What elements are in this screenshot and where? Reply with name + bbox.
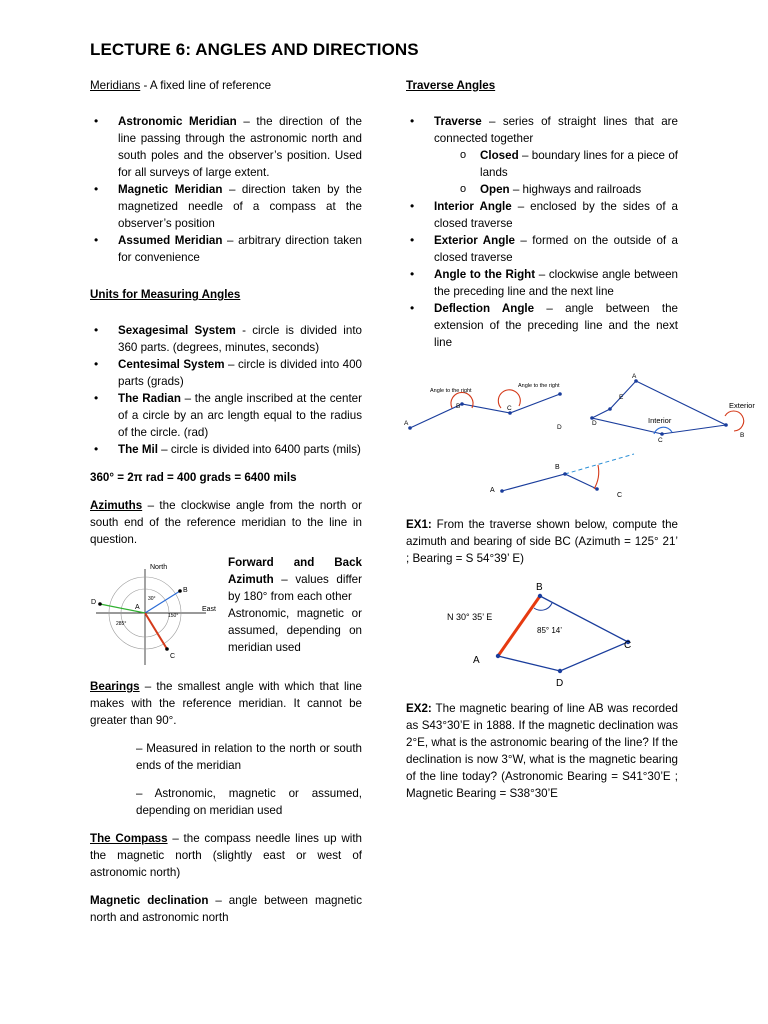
list-item [406, 266, 678, 300]
item-text: – the angle inscribed at the center of a circle by an arc length equal to the radius of the circle. (rad) [118, 392, 362, 439]
sub-text: – highways and railroads [509, 183, 642, 196]
deflection-extension [565, 454, 634, 474]
open-d-label: D [557, 424, 562, 431]
ex1-c-label: C [624, 640, 632, 651]
ex1-b-label: B [536, 582, 543, 593]
closed-d-label: D [592, 420, 597, 427]
ex1-traverse [498, 596, 628, 671]
item-text: – series of straight lines that are connected together [434, 115, 678, 145]
item-term: Centesimal System [118, 358, 225, 371]
sub-item [434, 181, 678, 198]
azimuth-meridian-note: Astronomic, magnetic or assumed, depending on meridian used [228, 607, 362, 654]
point-b-label: B [183, 587, 188, 594]
item-text: – arbitrary direction taken for convenience [118, 234, 362, 264]
meridians-definition: - A fixed line of reference [140, 79, 272, 92]
ex1-side-ab [498, 596, 540, 656]
closed-a-label: A [632, 373, 637, 380]
ex1-paragraph [406, 516, 678, 567]
ex1-d-label: D [556, 678, 564, 689]
compass-heading: The Compass [90, 832, 168, 845]
compass-text: – the compass needle lines up with the magnetic north (slightly east or west of astronomic north) [90, 832, 362, 879]
list-item [406, 113, 678, 198]
item-text: – angle between the extension of the preceding line and the next line [434, 302, 678, 349]
item-text: – formed on the outside of a closed traverse [434, 234, 678, 264]
deflection-arc [594, 465, 599, 489]
angle-150-label: 150° [168, 613, 179, 619]
sub-text: – boundary lines for a piece of lands [480, 149, 678, 179]
traverse-list [406, 113, 678, 351]
exterior-label: Exterior [729, 401, 755, 410]
traverse-sublist [434, 147, 678, 198]
ex1-text: From the traverse shown below, compute the azimuth and bearing of side BC (Azimuth = 125° 21’ ; Bearing = S 54°39’ E) [406, 518, 678, 565]
traverse-heading: Traverse Angles [406, 79, 496, 92]
item-text: – direction taken by the magnetized needle of a compass at the observer’s position [118, 183, 362, 230]
declination-term: Magnetic declination [90, 894, 209, 907]
deflection-line [502, 474, 597, 491]
list-item [90, 390, 362, 441]
declination-text: – angle between magnetic north and astronomic north [90, 894, 362, 924]
ex1-figure [440, 578, 680, 690]
east-label: East [202, 606, 217, 613]
declination-paragraph [90, 892, 362, 926]
angle-right-label-1: Angle to the right [430, 388, 472, 394]
ex1-bearing-label: N 30° 35’ E [447, 612, 493, 622]
ex2-text: The magnetic bearing of line AB was recorded as S43°30’E in 1888. If the magnetic declination was 2°E, what is the astronomic bearing of the line? If the declination is now 3°W, what is the magnetic bearing of the line today? (Astronomic Bearing = S41°30’E ; Magnetic Bearing = S38°30’E [406, 702, 678, 800]
ex1-angle-arc [534, 603, 552, 610]
ex2-paragraph [406, 700, 678, 802]
angle-285-label: 285° [116, 621, 127, 627]
ex2-label: EX2: [406, 702, 432, 715]
item-term: The Radian [118, 392, 181, 405]
item-term: Angle to the Right [434, 268, 536, 281]
units-heading: Units for Measuring Angles [90, 288, 241, 301]
azimuths-paragraph [90, 497, 362, 548]
list-item [90, 356, 362, 390]
item-term: Interior Angle [434, 200, 512, 213]
list-item [406, 232, 678, 266]
item-term: Assumed Meridian [118, 234, 223, 247]
meridians-heading: Meridians [90, 79, 141, 92]
bearings-heading: Bearings [90, 680, 140, 693]
point-c-label: C [170, 653, 176, 660]
item-text: – enclosed by the sides of a closed traverse [434, 200, 678, 230]
point-d-label: D [91, 599, 97, 606]
closed-traverse-polygon [592, 381, 726, 434]
open-traverse-line [410, 394, 560, 428]
closed-c-label: C [658, 437, 663, 444]
north-label: North [150, 564, 168, 571]
item-text: – the direction of the line passing through the astronomic north and south poles and the observer’s position. Used for all surveys of large extent. [118, 115, 363, 179]
azimuth-side-text [228, 554, 362, 656]
open-c-label: C [507, 405, 512, 412]
item-term: Deflection Angle [434, 302, 535, 315]
bearings-note-1: – Measured in relation to the north or south ends of the meridian [136, 742, 362, 772]
list-item [90, 113, 362, 181]
bearings-note-2: – Astronomic, magnetic or assumed, depending on meridian used [136, 787, 362, 817]
azimuth-block [90, 556, 362, 677]
item-text: - circle is divided into 360 parts. (degrees, minutes, seconds) [118, 324, 362, 354]
list-item [90, 181, 362, 232]
item-term: Traverse [434, 115, 482, 128]
point-a-label: A [135, 604, 140, 611]
item-term: Astronomic Meridian [118, 115, 237, 128]
interior-label: Interior [648, 416, 672, 425]
list-item [406, 198, 678, 232]
traverse-figure [400, 368, 760, 500]
unit-equation: 360° = 2π rad = 400 grads = 6400 mils [90, 471, 297, 484]
ex1-angle-label: 85° 14’ [537, 626, 562, 635]
list-item [90, 232, 362, 266]
azimuth-figure [90, 561, 226, 673]
sub-term: Closed [480, 149, 519, 162]
azimuths-text: – the clockwise angle from the north or south end of the reference meridian to the line in question. [90, 499, 362, 546]
closed-e-label: E [619, 394, 624, 401]
right-column [406, 77, 678, 351]
item-term: Sexagesimal System [118, 324, 236, 337]
list-item [90, 322, 362, 356]
meridians-heading-line [90, 77, 362, 94]
forward-back-term: Forward and Back Azimuth [228, 556, 362, 586]
open-b-label: B [456, 403, 461, 410]
page-title: LECTURE 6: ANGLES AND DIRECTIONS [90, 40, 419, 59]
compass-paragraph [90, 830, 362, 881]
azimuths-heading: Azimuths [90, 499, 143, 512]
deflection-b-label: B [555, 464, 560, 471]
closed-b-label: B [740, 432, 745, 439]
sub-item [434, 147, 678, 181]
ex1-label: EX1: [406, 518, 432, 531]
item-text: – circle is divided into 400 parts (grads) [118, 358, 363, 388]
list-item [406, 300, 678, 351]
deflection-a-label: A [490, 487, 495, 494]
left-column [90, 77, 362, 926]
angle-right-label-2: Angle to the right [518, 383, 560, 389]
item-text: – clockwise angle between the preceding line and the next line [434, 268, 678, 298]
sub-term: Open [480, 183, 510, 196]
bearings-text: – the smallest angle with which that line makes with the reference meridian. It cannot be greater than 90°. [90, 680, 362, 727]
item-text: – circle is divided into 6400 parts (mils) [157, 443, 361, 456]
open-a-label: A [404, 420, 409, 427]
forward-back-text: – values differ by 180° from each other [228, 573, 362, 603]
angle-30-label: 30° [148, 596, 156, 602]
exterior-arc [725, 411, 744, 431]
meridian-list [90, 113, 362, 266]
list-item [90, 441, 362, 458]
units-list [90, 322, 362, 458]
item-term: Exterior Angle [434, 234, 516, 247]
item-term: The Mil [118, 443, 158, 456]
bearings-paragraph [90, 678, 362, 729]
item-term: Magnetic Meridian [118, 183, 223, 196]
deflection-c-label: C [617, 492, 623, 499]
ex1-a-label: A [473, 655, 480, 666]
